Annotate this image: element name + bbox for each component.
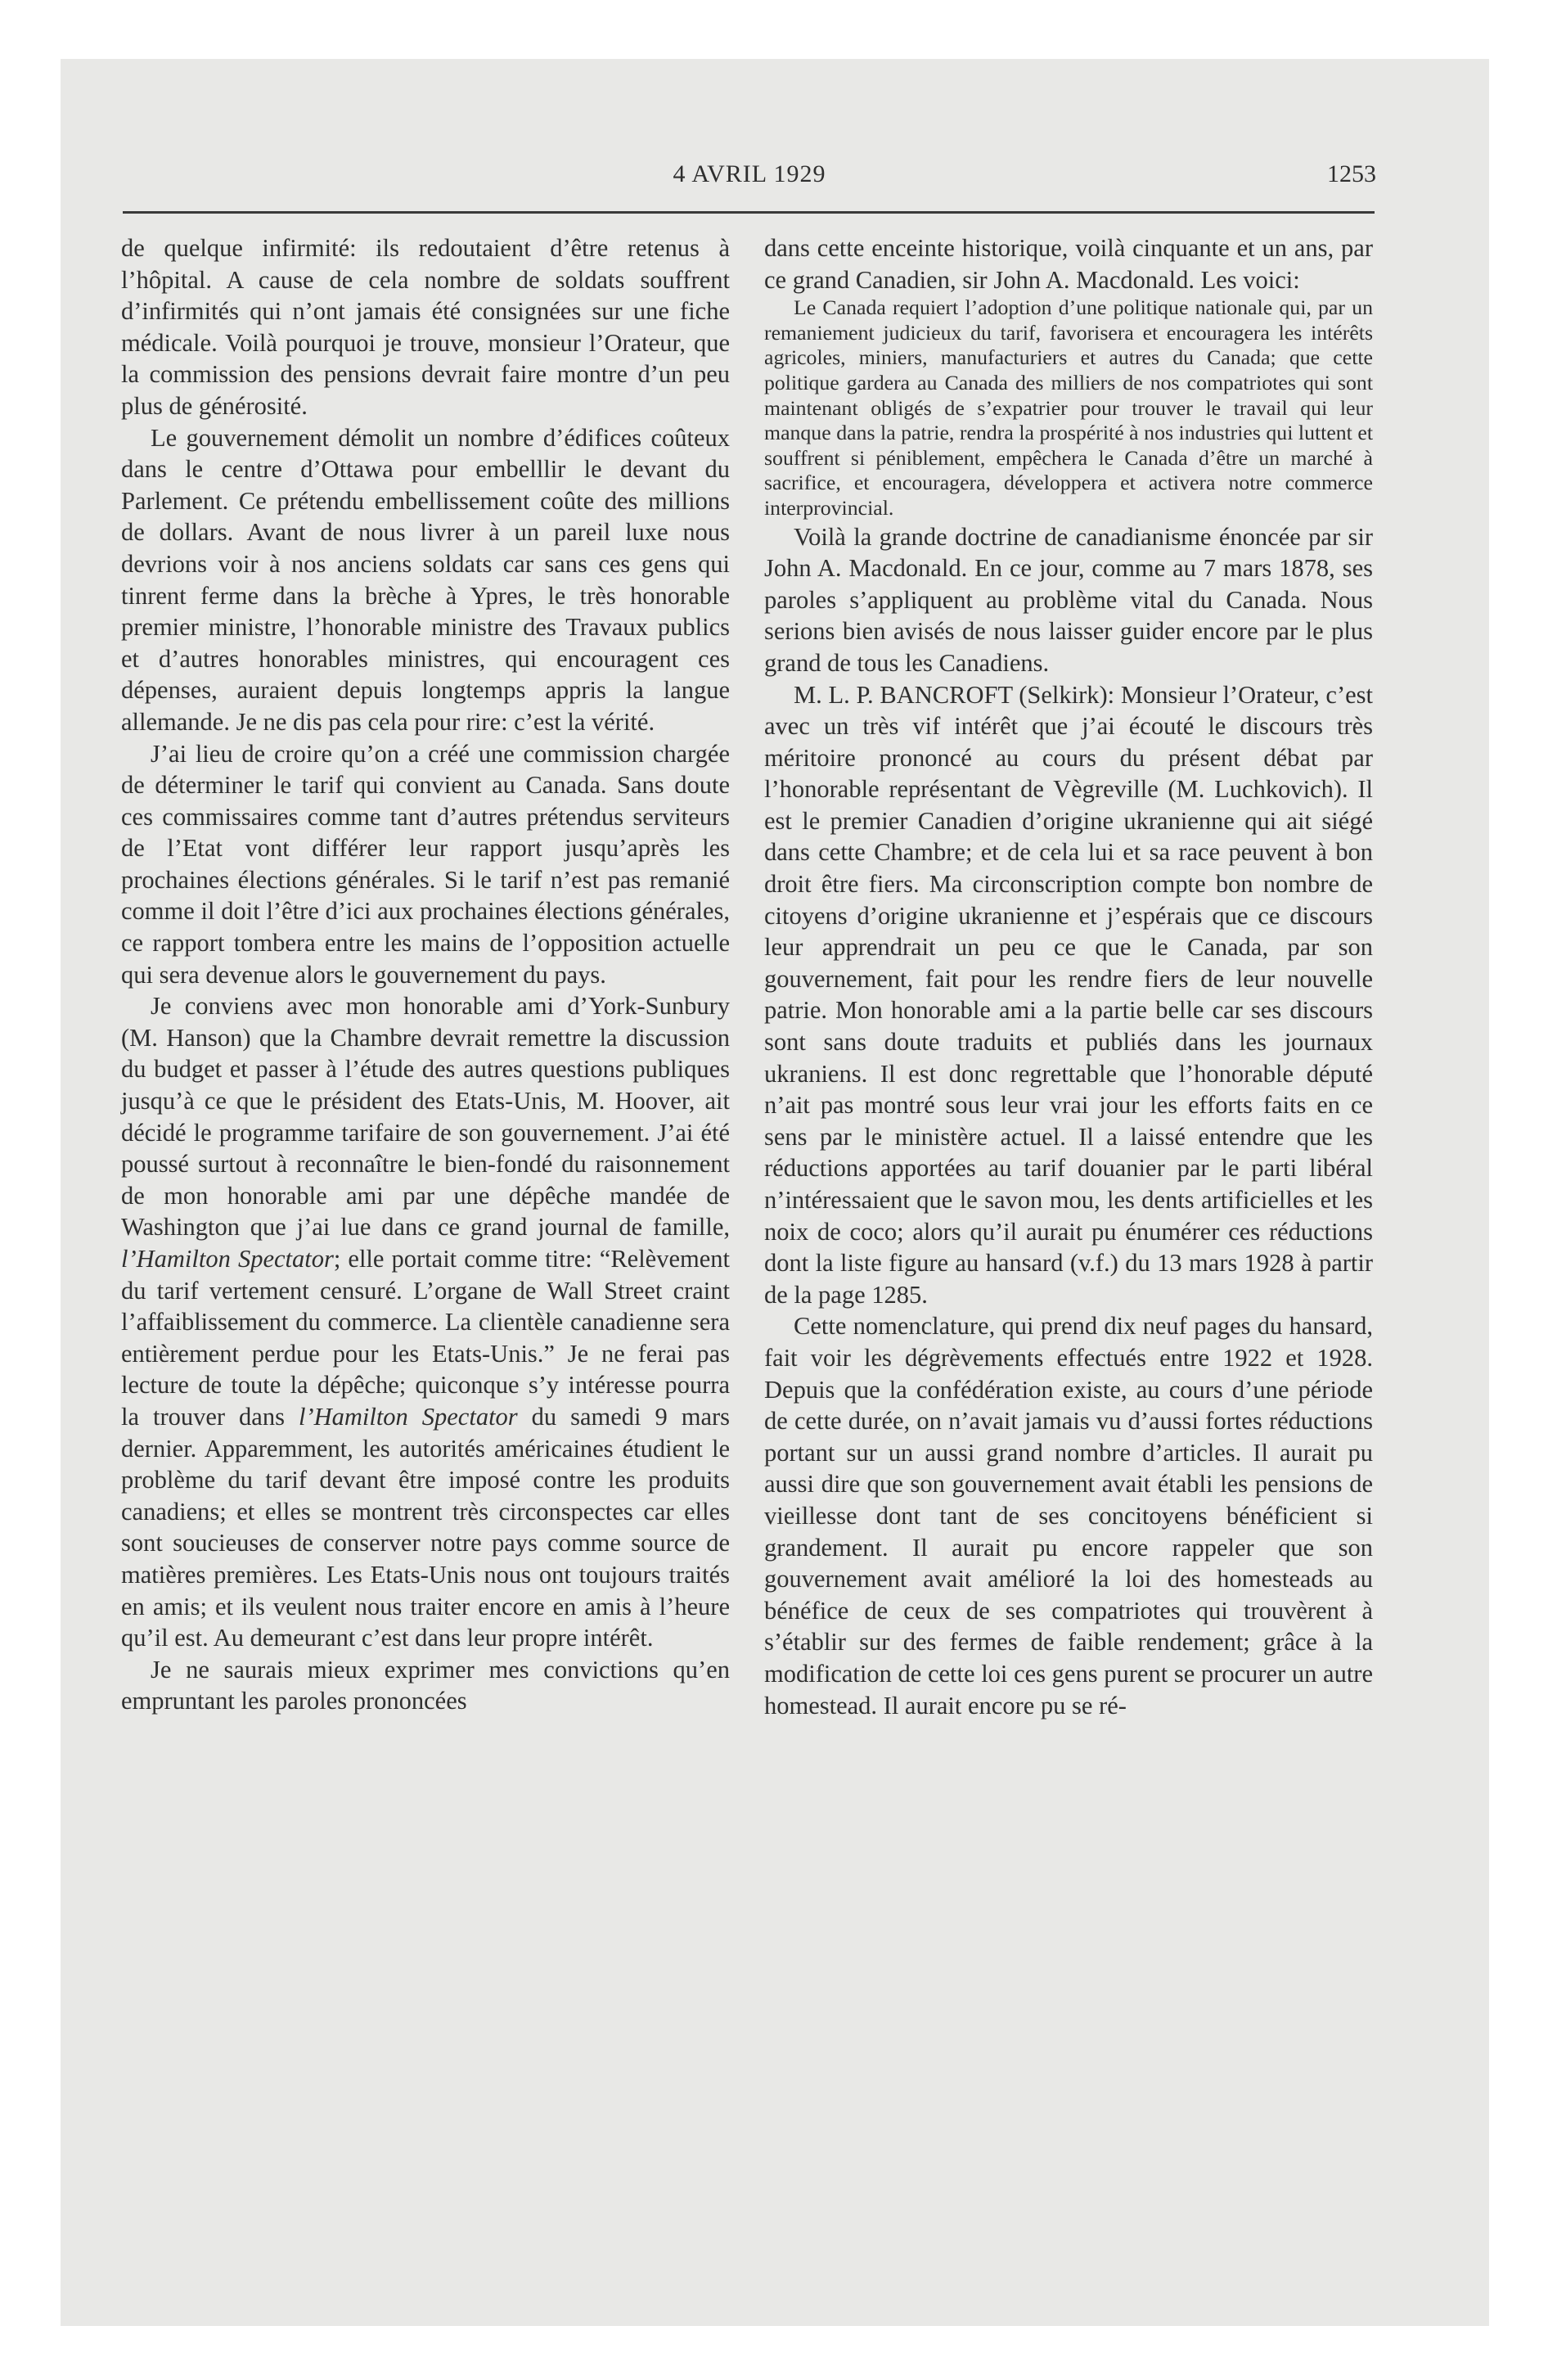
newspaper-title: l’Hamilton Spectator	[121, 1245, 334, 1273]
header-rule	[123, 211, 1375, 214]
paragraph: Je ne saurais mieux exprimer mes convictions qu’en empruntant les paroles prononcées	[121, 1655, 730, 1715]
paragraph: Le gouvernement démolit un nombre d’édifices coûteux dans le centre d’Ottawa pour embelllir le devant du Parlement. Ce prétendu embellissement coûte des millions de dollars. Avant de nous livrer à un pareil luxe nous devrions voir à nos anciens soldats car sans ces gens qui tinrent ferme dans la brèche à Ypres, le très honorable premier ministre, l’honorable ministre des Travaux publics et d’autres honorables ministres, qui encouragent ces dépenses, auraient depuis longtemps appris la langue allemande. Je ne dis pas cela pour rire: c’est la vérité.	[121, 423, 730, 736]
paragraph: Cette nomenclature, qui prend dix neuf pages du hansard, fait voir les dégrèvements effectués entre 1922 et 1928. Depuis que la confédération existe, au cours d’une période de cette durée, on n’avait jamais vu d’aussi fortes réductions portant sur un aussi grand nombre d’articles. Il aurait pu aussi dire que son gouvernement avait établi les pensions de vieillesse dont tant de ses concitoyens bénéficient si grandement. Il aurait pu encore rappeler que son gouvernement avait amélioré la loi des homesteads au bénéfice de ceux de ses compatriotes qui trouvèrent à s’établir sur des fermes de faible rendement; grâce à la modification de cette loi ces gens purent se procurer un autre homestead. Il aurait encore pu se ré-	[764, 1312, 1373, 1720]
text-run: Je conviens avec mon honorable ami d’York-Sunbury (M. Hanson) que la Chambre devrait remettre la discussion du budget et passer à l’étude des autres questions publiques jusqu’à ce que le président des Etats-Unis, M. Hoover, ait décidé le programme tarifaire de son gouvernement. J’ai été poussé surtout à reconnaître le bien-fondé du raisonnement de mon honorable ami par une dépêche mandée de Washington que j’ai lue dans ce grand journal de famille,	[121, 992, 730, 1242]
paragraph: dans cette enceinte historique, voilà cinquante et un ans, par ce grand Canadien, sir John A. Macdonald. Les voici:	[764, 234, 1373, 294]
left-column	[121, 232, 730, 1717]
paragraph: de quelque infirmité: ils redoutaient d’être retenus à l’hôpital. A cause de cela nombre de soldats souffrent d’infirmités qui n’ont jamais été consignées sur une fiche médicale. Voilà pourquoi je trouve, monsieur l’Orateur, que la commission des pensions devrait faire montre d’un peu plus de générosité.	[121, 234, 730, 420]
right-column	[764, 232, 1373, 1721]
page-number: 1253	[1327, 160, 1376, 187]
text-run: du samedi 9 mars dernier. Apparemment, les autorités américaines étudient le problème du tarif devant être imposé contre les produits canadiens; et elles se montrent très circonspectes car elles sont soucieuses de conserver notre pays comme source de matières premières. Les Etats-Unis nous ont toujours traités en amis; et ils veulent nous traiter encore en amis à l’heure qu’il est. Au demeurant c’est dans leur propre intérêt.	[121, 1402, 731, 1652]
paragraph: J’ai lieu de croire qu’on a créé une commission chargée de déterminer le tarif qui convient au Canada. Sans doute ces commissaires comme tant d’autres prétendus serviteurs de l’Etat vont différer leur rapport jusqu’après les prochaines élections générales. Si le tarif n’est pas remanié comme il doit l’être d’ici aux prochaines élections générales, ce rapport tombera entre les mains de l’opposition actuelle qui sera devenue alors le gouvernement du pays.	[121, 739, 730, 989]
page-header	[123, 160, 1376, 193]
block-quote: Le Canada requiert l’adoption d’une politique nationale qui, par un remaniement judicieux du tarif, favorisera et encouragera les intérêts agricoles, miniers, manufacturiers et autres du Canada; que cette politique gardera au Canada des milliers de nos compatriotes qui sont maintenant obligés de s’expatrier pour trouver le travail qui leur manque dans la patrie, rendra la prospérité à nos industries qui luttent et souffrent si péniblement, empêchera le Canada d’être un marché à sacrifice, et encouragera, développera et activera notre commerce interprovincial.	[764, 295, 1373, 520]
header-date: 4 AVRIL 1929	[673, 160, 826, 187]
newspaper-title: l’Hamilton Spectator	[298, 1402, 518, 1431]
paragraph	[121, 990, 730, 1653]
paragraph: Voilà la grande doctrine de canadianisme énoncée par sir John A. Macdonald. En ce jour, comme au 7 mars 1878, ses paroles s’appliquent au problème vital du Canada. Nous serions bien avisés de nous laisser guider encore par le plus grand de tous les Canadiens.	[764, 522, 1373, 677]
paragraph: M. L. P. BANCROFT (Selkirk): Monsieur l’Orateur, c’est avec un très vif intérêt que j’ai écouté le discours très méritoire prononcé au cours du présent débat par l’honorable représentant de Vègreville (M. Luchkovich). Il est le premier Canadien d’origine ukranienne qui ait siégé dans cette Chambre; et de cela lui et sa race peuvent à bon droit être fiers. Ma circonscription compte bon nombre de citoyens d’origine ukranienne et j’espérais que ce discours leur apprendrait un peu ce que le Canada, par son gouvernement, fait pour les rendre fiers de leur nouvelle patrie. Mon honorable ami a la partie belle car ses discours sont sans doute traduits et publiés dans les journaux ukraniens. Il est donc regrettable que l’honorable député n’ait pas montré sous leur vrai jour les efforts faits en ce sens par le ministère actuel. Il a laissé entendre que les réductions apportées au tarif douanier par le parti libéral n’intéressaient que le savon mou, les dents artificielles et les noix de coco; alors qu’il aurait pu énumérer ces réductions dont la liste figure au hansard (v.f.) du 13 mars 1928 à partir de la page 1285.	[764, 680, 1373, 1309]
text-run: ; elle portait comme titre: “Relèvement du tarif vertement censuré. L’organe de Wall Street craint l’affaiblissement du commerce. La clientèle canadienne sera entièrement perdue pour les Etats-Unis.” Je ne ferai pas lecture de toute la dépêche; quiconque s’y intéresse pourra la trouver dans	[121, 1245, 730, 1431]
